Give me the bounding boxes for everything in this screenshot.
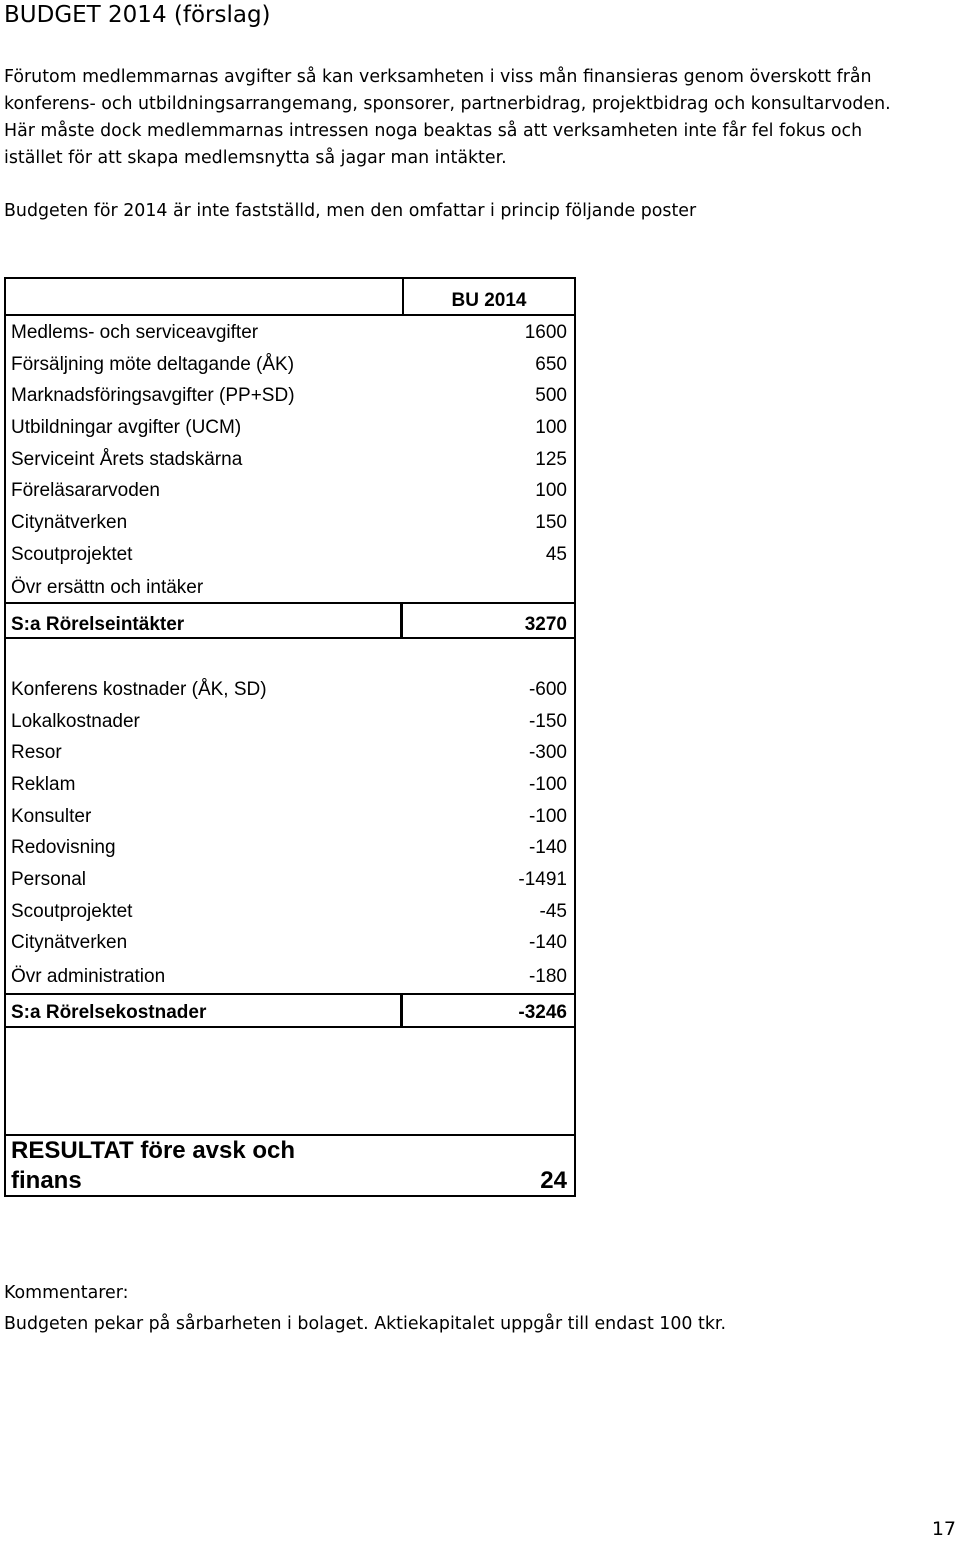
row-label: Citynätverken — [11, 512, 128, 533]
row-label: Reklam — [11, 774, 76, 795]
table-row — [11, 573, 567, 603]
row-value: -150 — [528, 711, 567, 732]
row-label: Scoutprojektet — [11, 544, 133, 565]
row-label: S:a Rörelsekostnader — [11, 1002, 207, 1023]
row-value: -45 — [539, 901, 567, 922]
row-label: Citynätverken — [11, 932, 128, 953]
row-value: 1600 — [524, 322, 567, 343]
table-row — [11, 508, 567, 538]
row-value: -100 — [528, 806, 567, 827]
table-row — [11, 445, 567, 475]
table-row — [11, 897, 567, 927]
row-value: -3246 — [518, 1002, 567, 1023]
result-value: 24 — [540, 1167, 567, 1194]
table-border — [574, 277, 576, 1197]
income-total-row — [11, 610, 567, 640]
row-label: Utbildningar avgifter (UCM) — [11, 417, 242, 438]
column-header: BU 2014 — [451, 290, 527, 311]
row-label: Försäljning möte deltagande (ÅK) — [11, 354, 295, 375]
table-row — [11, 413, 567, 443]
row-value: 45 — [545, 544, 567, 565]
row-label: Konsulter — [11, 806, 92, 827]
table-row — [11, 381, 567, 411]
scope-sentence: Budgeten för 2014 är inte fastställd, men den omfattar i princip följande poster — [4, 201, 697, 221]
table-row — [11, 962, 567, 992]
row-value: -100 — [528, 774, 567, 795]
costs-total-row — [11, 998, 567, 1028]
table-row — [11, 833, 567, 863]
row-value: -1491 — [518, 869, 567, 890]
row-label: S:a Rörelseintäkter — [11, 614, 185, 635]
page-title: BUDGET 2014 (förslag) — [4, 2, 271, 28]
table-border — [4, 277, 576, 279]
table-row — [11, 540, 567, 570]
intro-paragraph — [4, 64, 954, 172]
table-border — [4, 277, 6, 1197]
table-row — [11, 675, 567, 705]
table-row — [11, 928, 567, 958]
row-label: Övr administration — [11, 966, 166, 987]
row-value: -300 — [528, 742, 567, 763]
table-divider — [4, 993, 576, 995]
row-label: Resor — [11, 742, 62, 763]
row-label: Scoutprojektet — [11, 901, 133, 922]
row-label: Personal — [11, 869, 86, 890]
row-label: Lokalkostnader — [11, 711, 140, 732]
table-row — [11, 770, 567, 800]
row-value: -600 — [528, 679, 567, 700]
row-label: Redovisning — [11, 837, 116, 858]
row-label: Medlems- och serviceavgifter — [11, 322, 259, 343]
row-label: Övr ersättn och intäker — [11, 577, 204, 598]
comments-text: Budgeten pekar på sårbarheten i bolaget. Aktiekapitalet uppgår till endast 100 tkr. — [4, 1314, 726, 1334]
table-row — [11, 476, 567, 506]
row-value: -140 — [528, 932, 567, 953]
row-value: 100 — [535, 417, 567, 438]
intro-line: konferens- och utbildningsarrangemang, sponsorer, partnerbidrag, projektbidrag och konsultarvoden. — [4, 94, 891, 114]
row-value: 150 — [535, 512, 567, 533]
table-row — [11, 707, 567, 737]
row-value: 500 — [535, 385, 567, 406]
row-value: -180 — [528, 966, 567, 987]
row-value: 100 — [535, 480, 567, 501]
result-label: RESULTAT före avsk och finans — [11, 1137, 296, 1194]
intro-line: istället för att skapa medlemsnytta så jagar man intäkter. — [4, 148, 507, 168]
row-label: Marknadsföringsavgifter (PP+SD) — [11, 385, 295, 406]
page-number: 17 — [931, 1518, 956, 1540]
row-label: Serviceint Årets stadskärna — [11, 449, 243, 470]
table-row — [11, 865, 567, 895]
result-row — [11, 1136, 567, 1196]
row-label: Konferens kostnader (ÅK, SD) — [11, 679, 267, 700]
comments-label: Kommentarer: — [4, 1283, 129, 1303]
table-row — [11, 318, 567, 348]
row-value: 3270 — [524, 614, 567, 635]
row-label: Föreläsararvoden — [11, 480, 160, 501]
intro-line: Förutom medlemmarnas avgifter så kan verksamheten i viss mån finansieras genom överskott från — [4, 67, 872, 87]
table-row — [11, 802, 567, 832]
table-row — [11, 350, 567, 380]
row-value: 125 — [535, 449, 567, 470]
row-value: 650 — [535, 354, 567, 375]
table-row — [11, 738, 567, 768]
row-value: -140 — [528, 837, 567, 858]
intro-line: Här måste dock medlemmarnas intressen noga beaktas så att verksamheten inte får fel fokus och — [4, 121, 863, 141]
